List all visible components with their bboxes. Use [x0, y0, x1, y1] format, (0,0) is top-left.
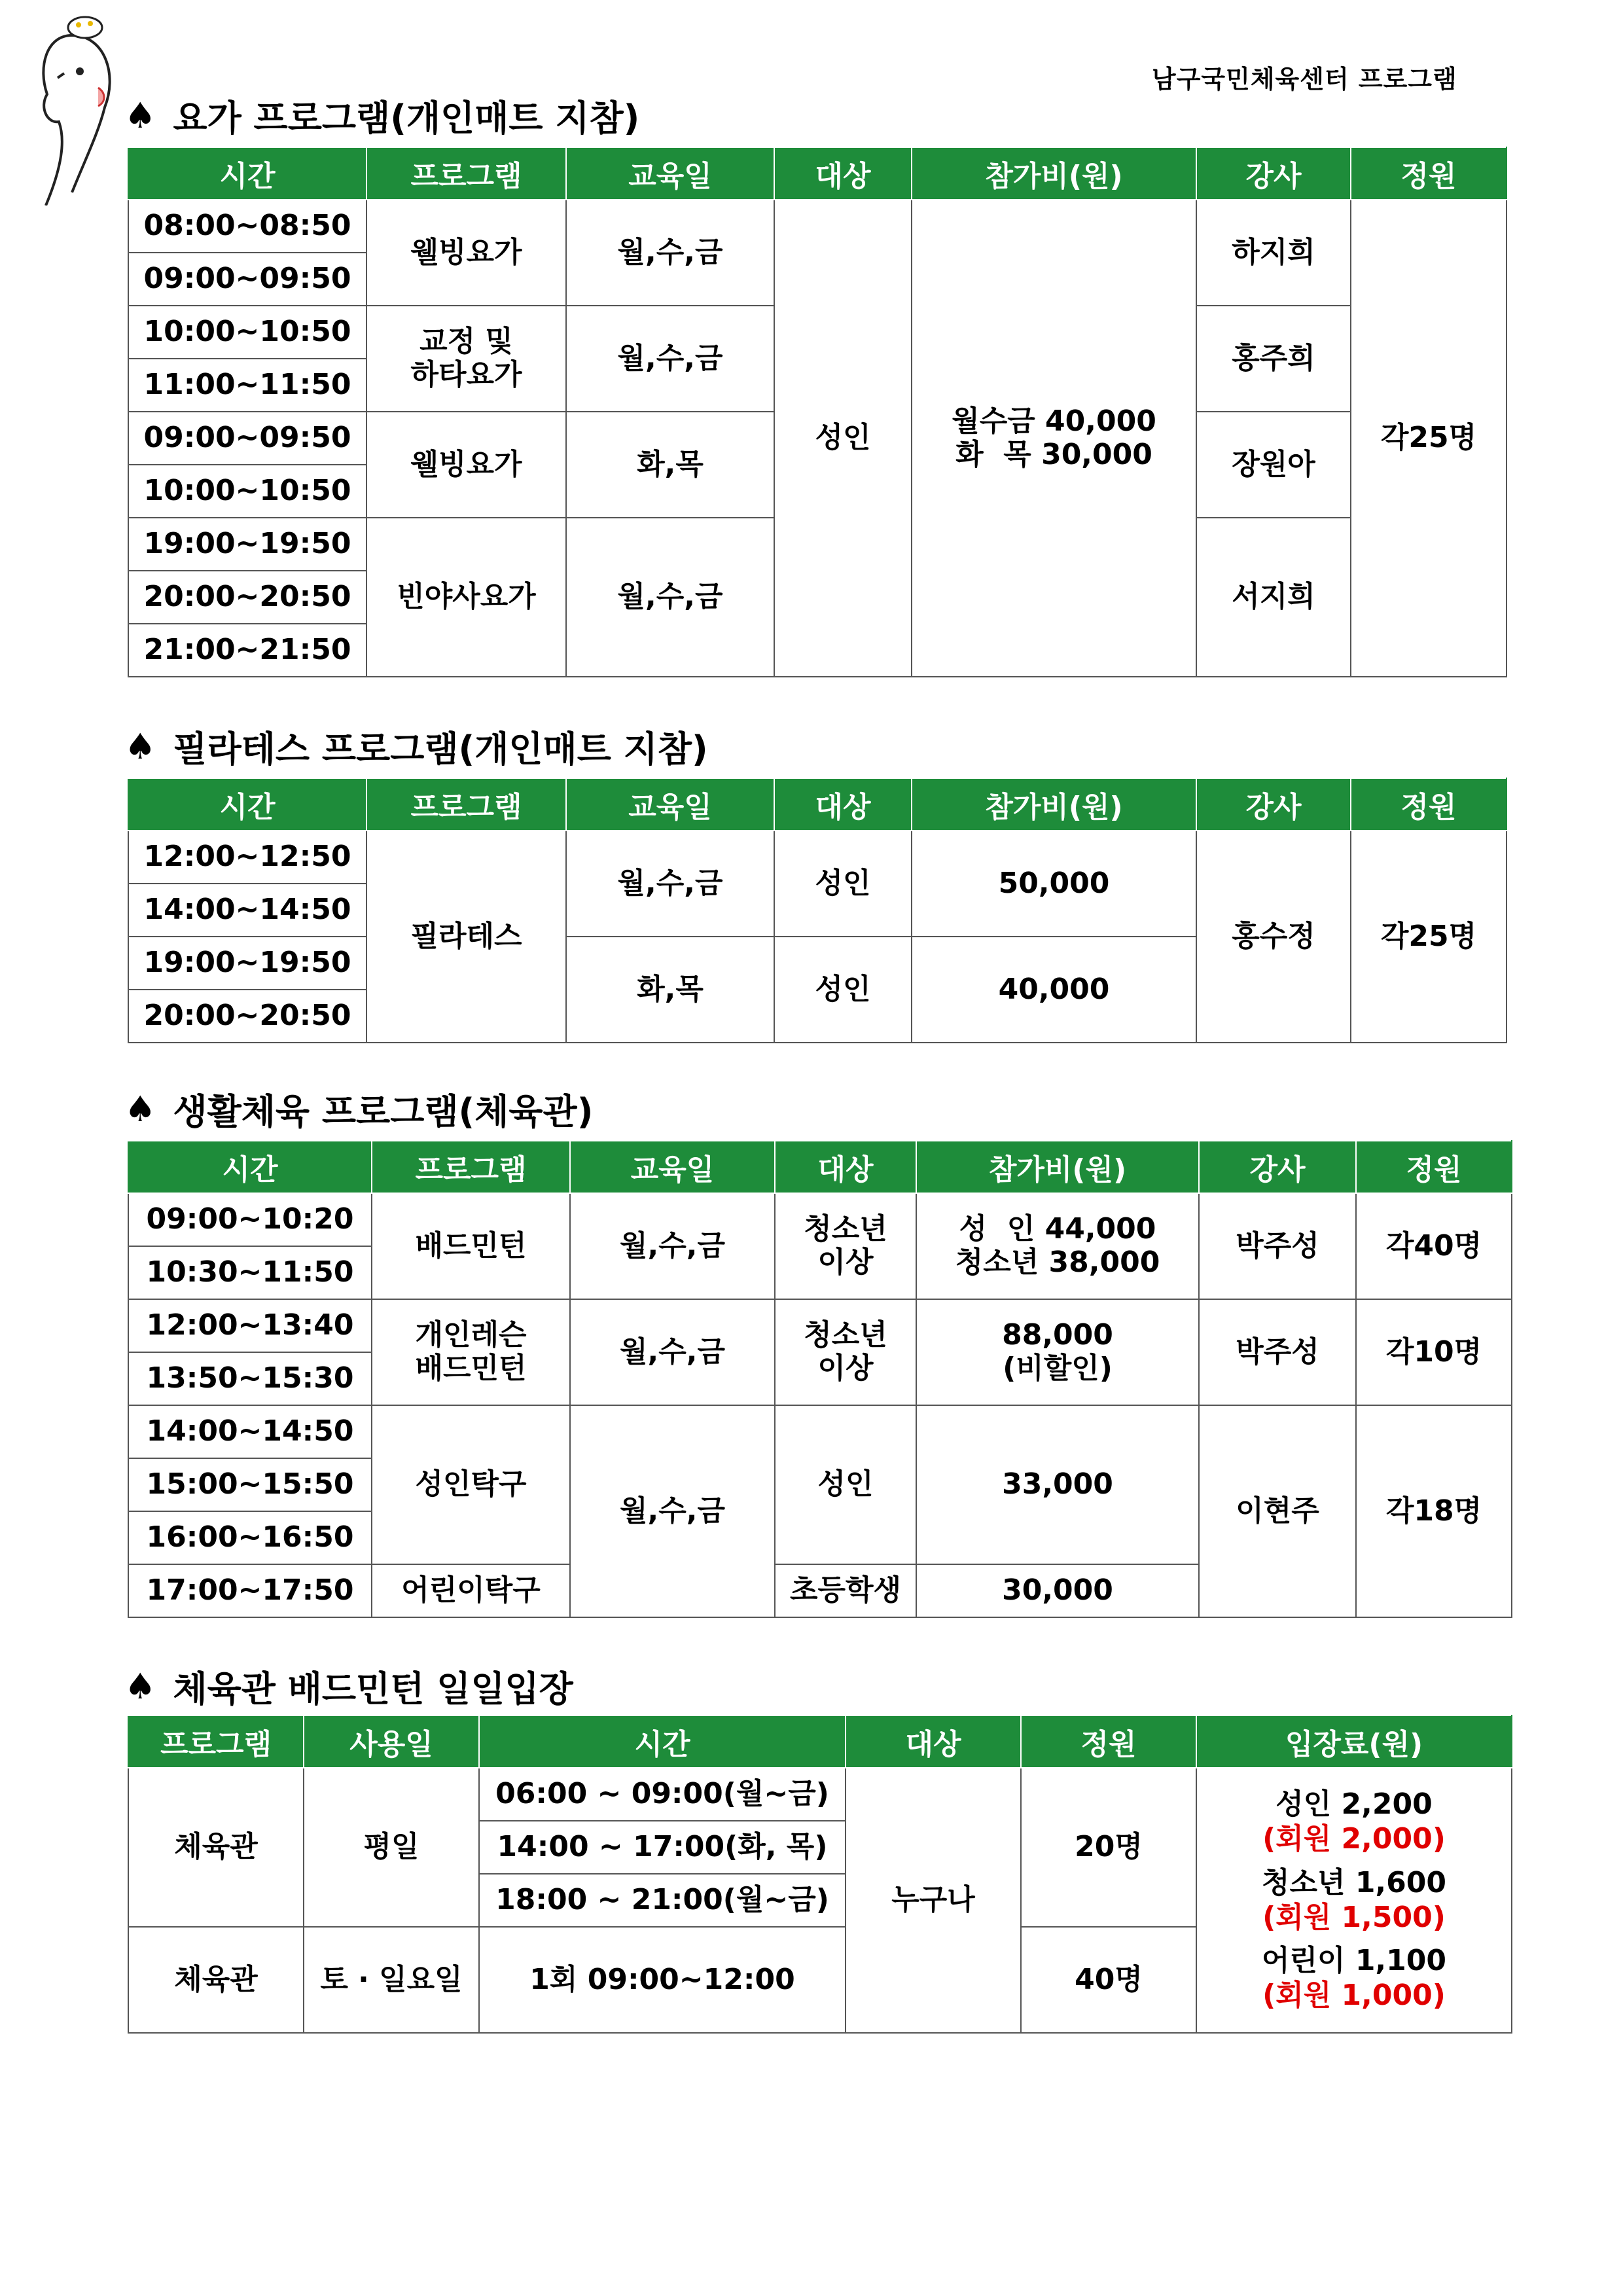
instructor-cell: 박주성: [1199, 1193, 1356, 1299]
program-cell: 배드민턴: [372, 1193, 570, 1299]
capacity-cell: 각25명: [1351, 831, 1507, 1043]
time-cell: 09:00~09:50: [128, 253, 366, 306]
target-cell: 누구나: [846, 1768, 1021, 2033]
fee-adult: 성인 2,200: [1275, 1787, 1433, 1821]
col-target: 대상: [775, 1141, 916, 1193]
col-time: 시간: [128, 1141, 372, 1193]
entry-fee-cell: [1196, 1768, 1512, 2033]
capacity-cell: 각10명: [1356, 1299, 1512, 1405]
target-cell: 청소년 이상: [775, 1193, 916, 1299]
target-cell: 초등학생: [775, 1564, 916, 1617]
program-cell: 필라테스: [366, 831, 566, 1043]
col-capacity: 정원: [1021, 1715, 1196, 1768]
target-cell: 성인: [775, 1405, 916, 1564]
days-cell: 월,수,금: [570, 1405, 775, 1617]
time-cell: 1회 09:00~12:00: [479, 1927, 846, 2033]
col-instructor: 강사: [1196, 147, 1351, 200]
col-days: 교육일: [566, 147, 774, 200]
spade-icon: ♠: [124, 1088, 156, 1130]
spade-icon: ♠: [124, 1666, 156, 1707]
col-fee: 참가비(원): [912, 147, 1196, 200]
days-cell: 화,목: [566, 412, 774, 518]
capacity-cell: 40명: [1021, 1927, 1196, 2033]
target-cell: 청소년 이상: [775, 1299, 916, 1405]
col-usage-day: 사용일: [304, 1715, 479, 1768]
time-cell: 09:00~10:20: [128, 1193, 372, 1246]
col-capacity: 정원: [1356, 1141, 1512, 1193]
fee-cell: 40,000: [912, 937, 1196, 1043]
time-cell: 08:00~08:50: [128, 200, 366, 253]
usage-day-cell: 평일: [304, 1768, 479, 1927]
time-cell: 10:00~10:50: [128, 306, 366, 359]
time-cell: 14:00~14:50: [128, 1405, 372, 1458]
time-cell: 12:00~12:50: [128, 831, 366, 884]
time-cell: 09:00~09:50: [128, 412, 366, 465]
center-name: 남구국민체육센터 프로그램: [1152, 65, 1457, 94]
venue-cell: 체육관: [128, 1768, 304, 1927]
col-time: 시간: [479, 1715, 846, 1768]
time-cell: 11:00~11:50: [128, 359, 366, 412]
pilates-table: [128, 778, 1507, 1043]
fee-cell: 50,000: [912, 831, 1196, 937]
usage-day-cell: 토 · 일요일: [304, 1927, 479, 2033]
daily-title: 체육관 배드민턴 일일입장: [173, 1668, 573, 1710]
pilates-section-title: [124, 721, 708, 772]
fee-cell: 월수금 40,000 화 목 30,000: [912, 200, 1196, 677]
time-cell: 19:00~19:50: [128, 518, 366, 571]
sports-title: 생활체육 프로그램(체육관): [173, 1091, 594, 1132]
yoga-table: [128, 147, 1507, 677]
col-capacity: 정원: [1351, 147, 1507, 200]
fee-child-member: (회원 1,000): [1262, 1979, 1446, 2013]
target-cell: 성인: [774, 200, 912, 677]
fee-cell: 30,000: [916, 1564, 1199, 1617]
sports-section-title: [124, 1084, 593, 1134]
days-cell: 월,수,금: [566, 831, 774, 937]
time-cell: 14:00~14:50: [128, 884, 366, 937]
col-days: 교육일: [566, 778, 774, 831]
fee-cell: 88,000 (비할인): [916, 1299, 1199, 1405]
instructor-cell: 서지희: [1196, 518, 1351, 677]
target-cell: 성인: [774, 937, 912, 1043]
time-cell: 16:00~16:50: [128, 1511, 372, 1564]
instructor-cell: 홍주희: [1196, 306, 1351, 412]
program-cell: 교정 및 하타요가: [366, 306, 566, 412]
instructor-cell: 하지희: [1196, 200, 1351, 306]
sports-table: [128, 1140, 1512, 1618]
col-time: 시간: [128, 778, 366, 831]
yoga-title: 요가 프로그램(개인매트 지참): [173, 98, 640, 139]
time-cell: 19:00~19:50: [128, 937, 366, 990]
program-cell: 어린이탁구: [372, 1564, 570, 1617]
target-cell: 성인: [774, 831, 912, 937]
time-cell: 20:00~20:50: [128, 571, 366, 624]
fee-adult-member: (회원 2,000): [1262, 1821, 1446, 1856]
spade-icon: ♠: [124, 726, 156, 767]
capacity-cell: 각18명: [1356, 1405, 1512, 1617]
capacity-cell: 각25명: [1351, 200, 1507, 677]
col-days: 교육일: [570, 1141, 775, 1193]
time-cell: 20:00~20:50: [128, 990, 366, 1043]
col-fee: 참가비(원): [912, 778, 1196, 831]
time-cell: 14:00 ~ 17:00(화, 목): [479, 1821, 846, 1874]
fee-youth: 청소년 1,600: [1261, 1865, 1446, 1899]
col-target: 대상: [774, 778, 912, 831]
days-cell: 월,수,금: [570, 1299, 775, 1405]
days-cell: 화,목: [566, 937, 774, 1043]
fee-cell: 33,000: [916, 1405, 1199, 1564]
col-capacity: 정원: [1351, 778, 1507, 831]
days-cell: 월,수,금: [566, 518, 774, 677]
days-cell: 월,수,금: [566, 306, 774, 412]
program-cell: 빈야사요가: [366, 518, 566, 677]
spade-icon: ♠: [124, 95, 156, 136]
col-program: 프로그램: [372, 1141, 570, 1193]
instructor-cell: 홍수정: [1196, 831, 1351, 1043]
venue-cell: 체육관: [128, 1927, 304, 2033]
instructor-cell: 박주성: [1199, 1299, 1356, 1405]
col-entry-fee: 입장료(원): [1196, 1715, 1512, 1768]
time-cell: 21:00~21:50: [128, 624, 366, 677]
col-instructor: 강사: [1199, 1141, 1356, 1193]
time-cell: 10:30~11:50: [128, 1246, 372, 1299]
daily-table: [128, 1715, 1512, 2034]
time-cell: 06:00 ~ 09:00(월~금): [479, 1768, 846, 1821]
program-cell: 개인레슨 배드민턴: [372, 1299, 570, 1405]
col-target: 대상: [846, 1715, 1021, 1768]
capacity-cell: 각40명: [1356, 1193, 1512, 1299]
days-cell: 월,수,금: [570, 1193, 775, 1299]
time-cell: 15:00~15:50: [128, 1458, 372, 1511]
col-time: 시간: [128, 147, 366, 200]
time-cell: 17:00~17:50: [128, 1564, 372, 1617]
col-program: 프로그램: [366, 147, 566, 200]
pilates-title: 필라테스 프로그램(개인매트 지참): [173, 728, 708, 770]
col-program: 프로그램: [128, 1715, 304, 1768]
program-cell: 성인탁구: [372, 1405, 570, 1564]
capacity-cell: 20명: [1021, 1768, 1196, 1927]
yoga-section-title: [124, 90, 639, 141]
fee-cell: 성 인 44,000 청소년 38,000: [916, 1193, 1199, 1299]
program-cell: 웰빙요가: [366, 412, 566, 518]
instructor-cell: 장원아: [1196, 412, 1351, 518]
time-cell: 10:00~10:50: [128, 465, 366, 518]
time-cell: 12:00~13:40: [128, 1299, 372, 1352]
time-cell: 13:50~15:30: [128, 1352, 372, 1405]
mascot-illustration: [33, 9, 118, 206]
col-fee: 참가비(원): [916, 1141, 1199, 1193]
daily-section-title: [124, 1661, 573, 1712]
time-cell: 18:00 ~ 21:00(월~금): [479, 1874, 846, 1927]
col-target: 대상: [774, 147, 912, 200]
days-cell: 월,수,금: [566, 200, 774, 306]
col-program: 프로그램: [366, 778, 566, 831]
instructor-cell: 이현주: [1199, 1405, 1356, 1617]
program-cell: 웰빙요가: [366, 200, 566, 306]
col-instructor: 강사: [1196, 778, 1351, 831]
fee-child: 어린이 1,100: [1261, 1944, 1446, 1978]
fee-youth-member: (회원 1,500): [1262, 1900, 1446, 1934]
